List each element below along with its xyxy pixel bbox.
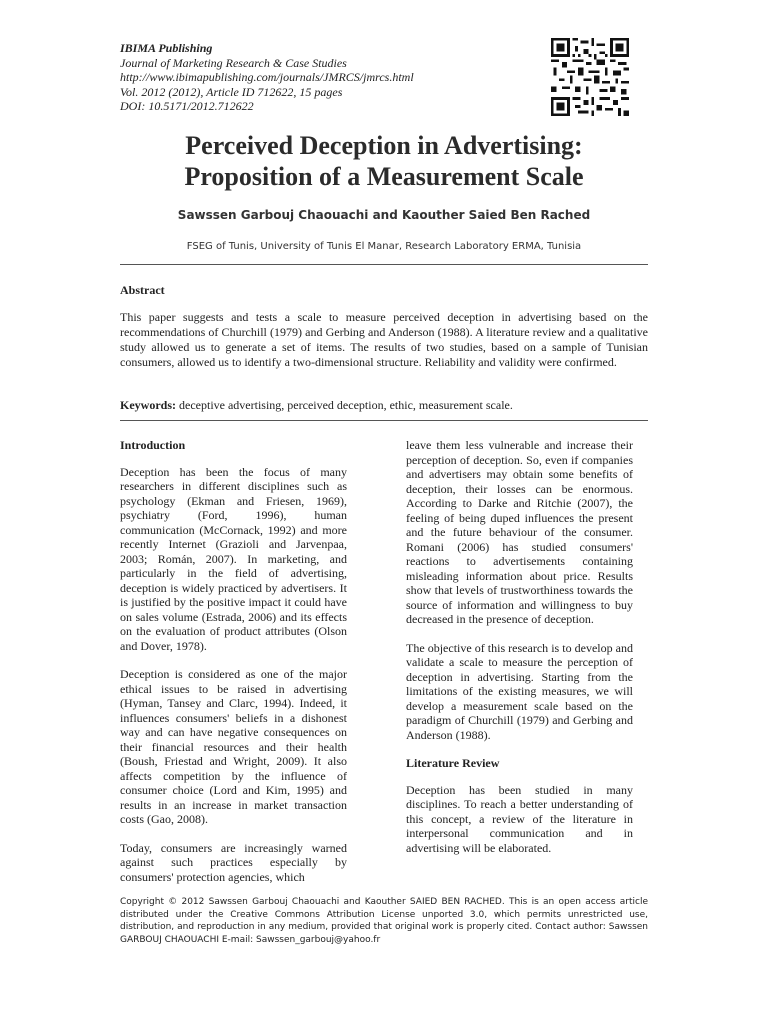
section-heading-literature-review: Literature Review (406, 756, 500, 770)
paper-title (0, 130, 768, 192)
affiliation: FSEG of Tunis, University of Tunis El Manar, Research Laboratory ERMA, Tunisia (186, 241, 582, 252)
copyright-notice: Copyright © 2012 Sawssen Garbouj Chaouachi and Kaouther SAIED BEN RACHED. This is an open access article distributed under the Creative Commons Attribution License unported 3.0, which permits unrestricted use, distribution, and reproduction in any medium, provided that original work is properly cited. Contact author: Sawssen GARBOUJ CHAOUACHI E-mail: Sawssen_garbouj@yahoo.fr (120, 897, 648, 945)
section-heading-introduction: Introduction (120, 438, 186, 452)
abstract-heading: Abstract (120, 283, 165, 297)
volume-info: Vol. 2012 (2012), Article ID 712622, 15 pages (120, 84, 343, 99)
qr-code-icon (551, 38, 629, 116)
paragraph: Deception is considered as one of the major ethical issues to be raised in advertising (Hyman, Tansey and Clarc, 1994). Indeed, it influences consumers' beliefs in a dishonest way and can have negative consequences on their financial resources and their health (Boush, Friestad and Wright, 2009). It also affects competition by the influence of consumer choice (Lord and Kim, 1995) and results in an increase in market transaction costs (Gao, 2008). (120, 667, 347, 826)
keywords-label: Keywords: (120, 398, 176, 412)
publisher-name: IBIMA Publishing (120, 41, 213, 55)
paragraph: Deception has been studied in many disciplines. To reach a better understanding of this concept, a review of the literature in interpersonal communication and in advertising will be elaborated. (406, 782, 633, 855)
doi: DOI: 10.5171/2012.712622 (120, 99, 254, 114)
paragraph: Today, consumers are increasingly warned against such practices especially by consumers' protection agencies, which (120, 840, 347, 884)
divider (120, 264, 648, 265)
title-line-1: Perceived Deception in Advertising: (185, 131, 583, 160)
journal-url[interactable]: http://www.ibimapublishing.com/journals/JMRCS/jmrcs.html (120, 70, 414, 85)
paragraph: Deception has been the focus of many researchers in different disciplines such as psychology (Ekman and Friesen, 1969), psychiatry (Ford, 1996), human communication (McCornack, 1992) and more recently Internet (Grazioli and Jarvenpaa, 2003; Román, 2007). In marketing, and particularly in the field of advertising, deception is widely practiced by advertisers. It is justified by the positive impact it could have on sales volume (Estrada, 2006) and its effects on the evaluation of product attributes (Olson and Dover, 1978). (120, 464, 347, 653)
divider (120, 420, 648, 421)
left-column (120, 438, 347, 898)
keywords (120, 398, 648, 413)
abstract-body: This paper suggests and tests a scale to measure perceived deception in advertising based on the recommendations of Churchill (1979) and Gerbing and Anderson (1988). A literature review and a qualitative study allowed us to generate a set of items. The results of two studies, based on a sample of Tunisian consumers, allowed us to identify a two-dimensional structure. Reliability and validity were confirmed. (120, 310, 648, 369)
keywords-text: deceptive advertising, perceived deception, ethic, measurement scale. (176, 398, 513, 412)
journal-header (120, 41, 540, 114)
right-column (406, 438, 633, 869)
authors: Sawssen Garbouj Chaouachi and Kaouther Saied Ben Rached (177, 208, 591, 222)
paragraph: The objective of this research is to develop and validate a scale to measure the perception of deception in advertising. Starting from the limitations of the existing measures, we will develop a measurement scale based on the paradigm of Churchill (1979) and Gerbing and Anderson (1988). (406, 640, 633, 742)
journal-name: Journal of Marketing Research & Case Studies (120, 55, 347, 70)
paragraph: leave them less vulnerable and increase their perception of deception. So, even if companies and advertisers may obtain some benefits of deception, their losses can be enormous. According to Darke and Ritchie (2007), the feeling of being duped influences the present and the future behaviour of the consumer. Romani (2006) has studied consumers' reactions to advertisements containing misleading information about price. Results show that levels of trustworthiness towards the source of information and willingness to buy decreased in the presence of deception. (406, 438, 633, 626)
title-line-2: Proposition of a Measurement Scale (184, 162, 584, 191)
